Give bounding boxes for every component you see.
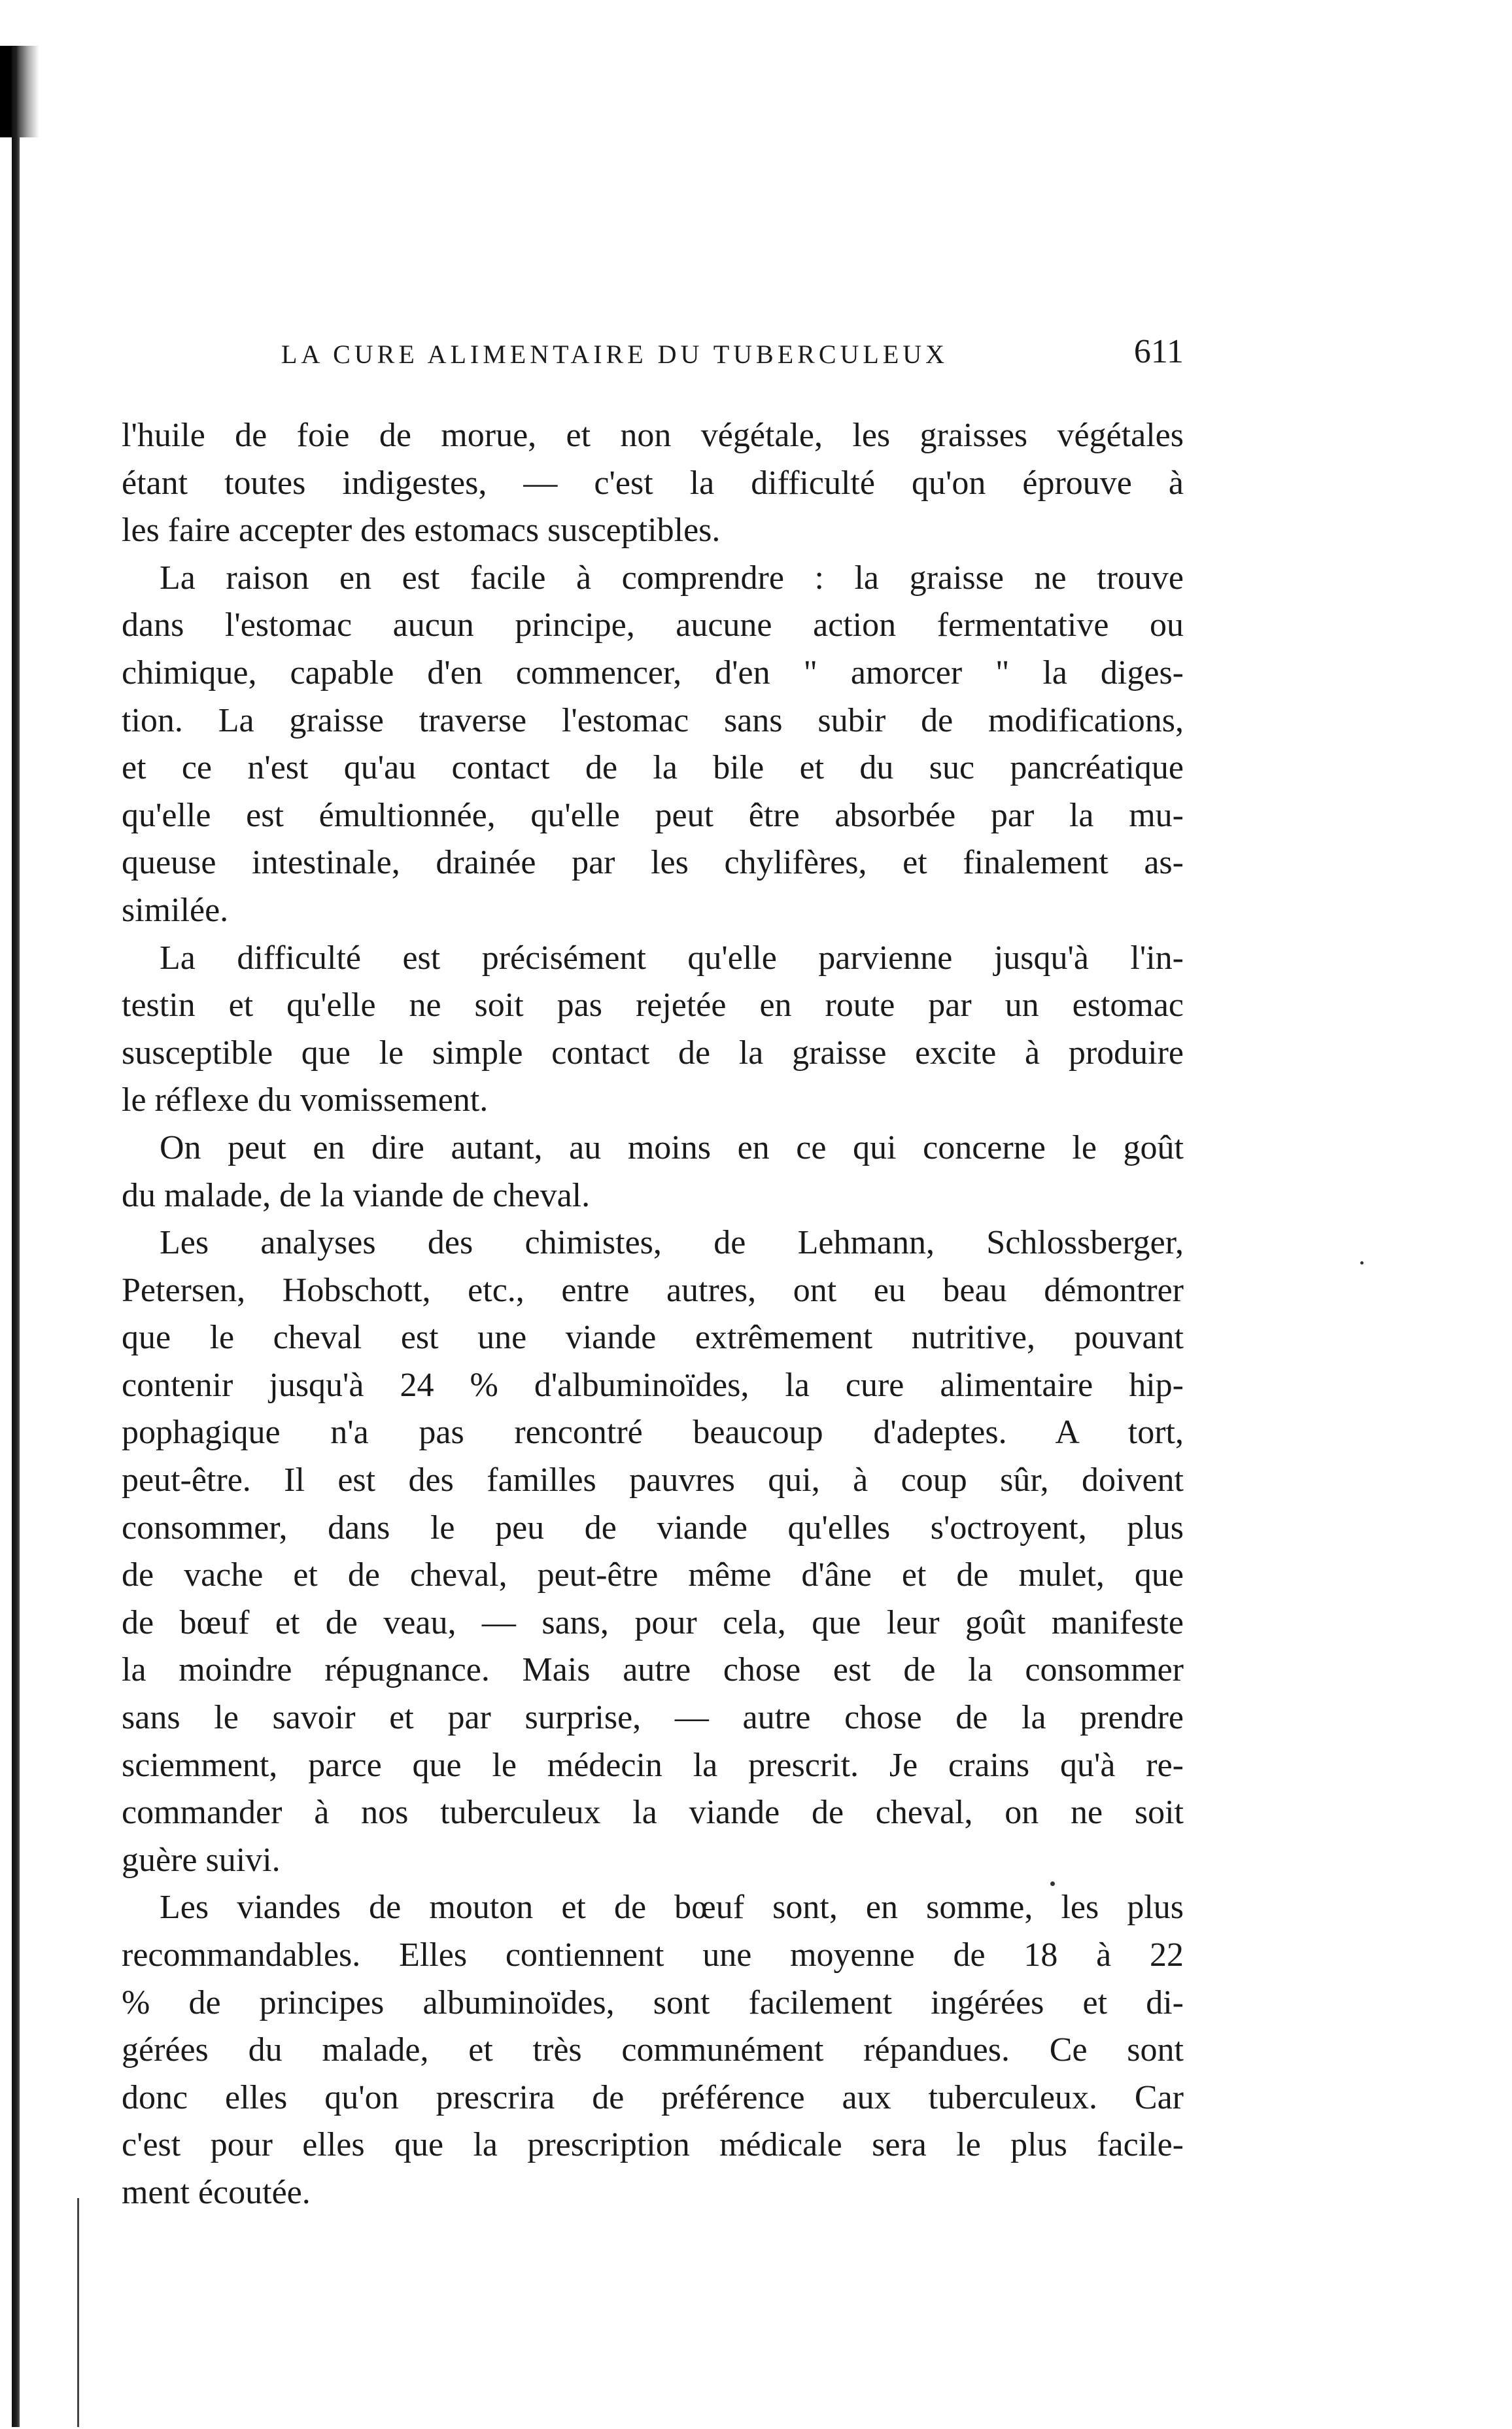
text-line: l'huile de foie de morue, et non végétale, les graisses végétales <box>122 417 1184 454</box>
text-line: pophagique n'a pas rencontré beaucoup d'adeptes. A tort, <box>122 1414 1184 1452</box>
text-line: et ce n'est qu'au contact de la bile et du suc pancréatique <box>122 749 1184 787</box>
text-line: étant toutes indigestes, — c'est la difficulté qu'on éprouve à <box>122 464 1184 502</box>
text-line: ment écoutée. <box>122 2173 311 2211</box>
text-line: le réflexe du vomissement. <box>122 1081 489 1119</box>
text-line: peut-être. Il est des familles pauvres qui, à coup sûr, doivent <box>122 1461 1184 1499</box>
text-line: consommer, dans le peu de viande qu'elles s'octroyent, plus <box>122 1509 1184 1547</box>
text-line: Les analyses des chimistes, de Lehmann, Schlossberger, <box>160 1224 1184 1262</box>
text-line: qu'elle est émultionnée, qu'elle peut être absorbée par la mu- <box>122 796 1184 834</box>
text-line: contenir jusqu'à 24 % d'albuminoïdes, la cure alimentaire hip- <box>122 1366 1184 1404</box>
binding-edge <box>12 46 20 2427</box>
text-line: la moindre répugnance. Mais autre chose est de la consommer <box>122 1651 1184 1689</box>
running-title: LA CURE ALIMENTAIRE DU TUBERCULEUX <box>281 340 949 369</box>
text-line: testin et qu'elle ne soit pas rejetée en route par un estomac <box>122 987 1184 1024</box>
text-line: donc elles qu'on prescrira de préférence aux tuberculeux. Car <box>122 2078 1184 2116</box>
text-line: gérées du malade, et très communément répandues. Ce sont <box>122 2031 1184 2069</box>
text-line: dans l'estomac aucun principe, aucune action fermentative ou <box>122 606 1184 644</box>
text-line: susceptible que le simple contact de la graisse excite à produire <box>122 1034 1184 1072</box>
text-line: La raison en est facile à comprendre : la graisse ne trouve <box>160 559 1184 597</box>
text-line: les faire accepter des estomacs susceptibles. <box>122 512 721 550</box>
binding-line <box>77 2198 79 2427</box>
text-line: commander à nos tuberculeux la viande de cheval, on ne soit <box>122 1794 1184 1832</box>
text-line: tion. La graisse traverse l'estomac sans subir de modifications, <box>122 701 1184 739</box>
text-line: du malade, de la viande de cheval. <box>122 1176 591 1214</box>
text-line: que le cheval est une viande extrêmement nutritive, pouvant <box>122 1319 1184 1357</box>
text-line: Les viandes de mouton et de bœuf sont, en somme, les plus <box>160 1889 1184 1927</box>
ink-speck <box>1050 1881 1055 1886</box>
text-line: % de principes albuminoïdes, sont facilement ingérées et di- <box>122 1983 1184 2021</box>
text-line: similée. <box>122 891 229 929</box>
ink-speck <box>1360 1261 1364 1265</box>
text-line: sans le savoir et par surprise, — autre chose de la prendre <box>122 1699 1184 1737</box>
text-line: sciemment, parce que le médecin la prescrit. Je crains qu'à re- <box>122 1746 1184 1784</box>
text-line: c'est pour elles que la prescription médicale sera le plus facile- <box>122 2126 1184 2164</box>
text-line: de vache et de cheval, peut-être même d'âne et de mulet, que <box>122 1556 1184 1594</box>
text-line: La difficulté est précisément qu'elle parvienne jusqu'à l'in- <box>160 939 1184 977</box>
body-text <box>122 412 1184 2217</box>
text-line: recommandables. Elles contiennent une moyenne de 18 à 22 <box>122 1936 1184 1974</box>
text-line: On peut en dire autant, au moins en ce qui concerne le goût <box>160 1128 1184 1166</box>
text-line: chimique, capable d'en commencer, d'en " amorcer " la diges- <box>122 654 1184 691</box>
page-number: 611 <box>1133 333 1184 370</box>
text-line: queuse intestinale, drainée par les chylifères, et finalement as- <box>122 844 1184 882</box>
text-line: guère suivi. <box>122 1841 281 1879</box>
text-line: de bœuf et de veau, — sans, pour cela, que leur goût manifeste <box>122 1603 1184 1641</box>
binding-shadow <box>0 46 39 137</box>
text-line: Petersen, Hobschott, etc., entre autres, ont eu beau démontrer <box>122 1271 1184 1309</box>
running-head <box>124 332 1184 378</box>
